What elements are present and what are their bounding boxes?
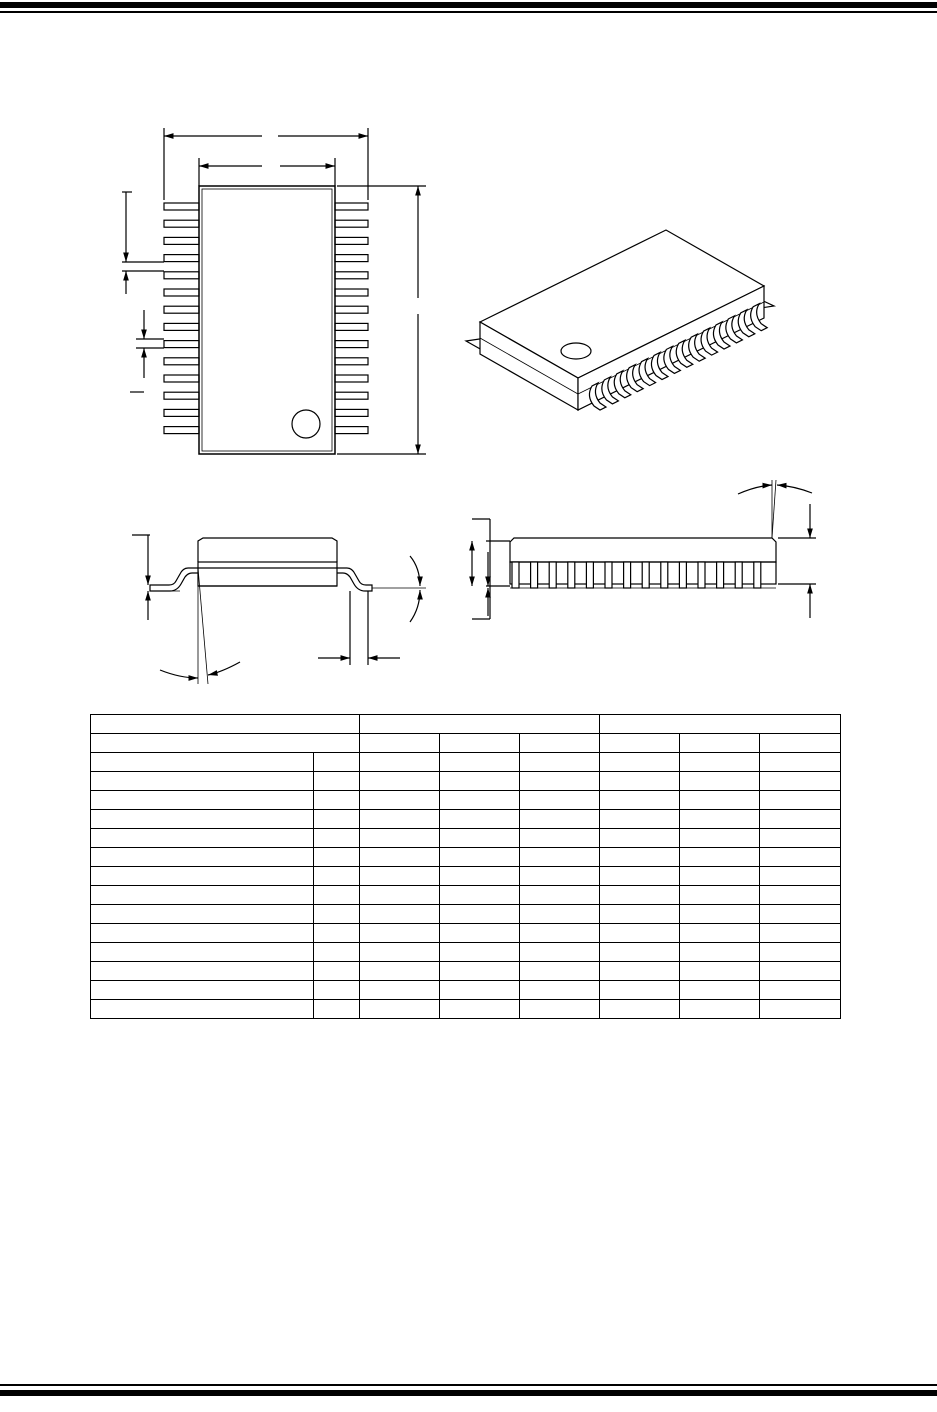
isometric-view xyxy=(466,230,774,410)
table-cell xyxy=(600,981,680,1000)
lead xyxy=(642,562,649,588)
table-cell xyxy=(600,848,680,867)
table-cell xyxy=(680,829,760,848)
table-row xyxy=(91,753,841,772)
table-cell xyxy=(520,753,600,772)
table-cell xyxy=(520,791,600,810)
table-cell xyxy=(680,924,760,943)
package-drawing xyxy=(0,0,937,700)
table-cell xyxy=(680,1000,760,1019)
top-view-body xyxy=(199,186,335,454)
table-cell xyxy=(760,791,841,810)
lead xyxy=(605,562,612,588)
draft-angle-arc xyxy=(160,670,198,678)
table-cell xyxy=(760,981,841,1000)
table-cell xyxy=(600,886,680,905)
dimension-table xyxy=(90,714,841,1019)
lead xyxy=(335,323,368,330)
footer-rule-thick xyxy=(0,1390,937,1396)
table-cell xyxy=(360,981,440,1000)
lead xyxy=(335,409,368,416)
table-cell xyxy=(360,1000,440,1019)
table-cell xyxy=(91,848,314,867)
lead xyxy=(335,306,368,313)
table-cell xyxy=(760,772,841,791)
lead xyxy=(164,409,199,416)
table-cell xyxy=(440,924,520,943)
table-cell xyxy=(360,924,440,943)
lead xyxy=(335,289,368,296)
table-cell xyxy=(680,981,760,1000)
lead xyxy=(531,562,538,588)
table-cell xyxy=(91,753,314,772)
table-row xyxy=(91,905,841,924)
table-cell xyxy=(440,886,520,905)
table-cell xyxy=(680,791,760,810)
table-cell xyxy=(520,829,600,848)
table-cell xyxy=(520,981,600,1000)
table-cell xyxy=(760,829,841,848)
lead xyxy=(568,562,575,588)
lead xyxy=(335,358,368,365)
table-row xyxy=(91,829,841,848)
table-cell xyxy=(440,867,520,886)
table-cell xyxy=(760,753,841,772)
lead xyxy=(661,562,668,588)
table-cell xyxy=(360,905,440,924)
lead xyxy=(164,341,199,348)
table-cell xyxy=(360,829,440,848)
table-cell xyxy=(314,848,360,867)
table-cell xyxy=(314,810,360,829)
table-header-limits-row xyxy=(91,734,841,753)
table-header-cell xyxy=(600,715,841,734)
table-cell xyxy=(440,1000,520,1019)
table-cell xyxy=(314,886,360,905)
table-cell xyxy=(440,962,520,981)
table-cell xyxy=(314,753,360,772)
lead xyxy=(735,562,742,588)
table-cell xyxy=(520,905,600,924)
table-cell xyxy=(520,1000,600,1019)
end-view-body xyxy=(510,538,776,562)
table-header-cell xyxy=(760,734,841,753)
lead xyxy=(335,392,368,399)
lead xyxy=(335,255,368,262)
table-cell xyxy=(91,867,314,886)
table-header-cell xyxy=(520,734,600,753)
table-cell xyxy=(360,962,440,981)
lead xyxy=(586,562,593,588)
table-header-cell xyxy=(91,734,360,753)
table-cell xyxy=(600,829,680,848)
table-cell xyxy=(680,867,760,886)
table-header-cell xyxy=(360,715,600,734)
table-cell xyxy=(760,924,841,943)
table-cell xyxy=(600,810,680,829)
table-cell xyxy=(440,905,520,924)
table-row xyxy=(91,810,841,829)
table-cell xyxy=(520,924,600,943)
lead xyxy=(164,255,199,262)
lead xyxy=(698,562,705,588)
lead xyxy=(164,427,199,434)
table-row xyxy=(91,791,841,810)
table-header-cell xyxy=(680,734,760,753)
table-cell xyxy=(360,943,440,962)
table-cell xyxy=(680,886,760,905)
lead xyxy=(717,562,724,588)
table-cell xyxy=(314,772,360,791)
table-cell xyxy=(91,810,314,829)
lead xyxy=(624,562,631,588)
end-draft-angle-arc xyxy=(738,485,772,494)
table-row xyxy=(91,1000,841,1019)
table-cell xyxy=(600,791,680,810)
table-cell xyxy=(91,924,314,943)
table-cell xyxy=(91,962,314,981)
table-cell xyxy=(440,810,520,829)
lead xyxy=(164,237,199,244)
table-row xyxy=(91,943,841,962)
table-cell xyxy=(760,886,841,905)
table-cell xyxy=(91,905,314,924)
right-pin-row xyxy=(335,203,368,434)
table-cell xyxy=(600,753,680,772)
table-cell xyxy=(360,886,440,905)
lead xyxy=(335,341,368,348)
table-cell xyxy=(314,924,360,943)
lead xyxy=(335,237,368,244)
footer-rule-thin xyxy=(0,1384,937,1386)
table-cell xyxy=(680,943,760,962)
table-cell xyxy=(760,848,841,867)
lead xyxy=(164,392,199,399)
table-header-cell xyxy=(360,734,440,753)
table-cell xyxy=(600,772,680,791)
table-row xyxy=(91,848,841,867)
table-cell xyxy=(314,1000,360,1019)
table-cell xyxy=(680,810,760,829)
table-cell xyxy=(760,1000,841,1019)
table-cell xyxy=(680,772,760,791)
table-cell xyxy=(360,848,440,867)
lead xyxy=(335,220,368,227)
lead xyxy=(512,562,519,588)
table-cell xyxy=(360,791,440,810)
table-cell xyxy=(91,772,314,791)
table-cell xyxy=(91,981,314,1000)
table-cell xyxy=(520,810,600,829)
table-cell xyxy=(760,905,841,924)
table-cell xyxy=(600,962,680,981)
iso-pin1-marker xyxy=(561,343,591,359)
table-header-units-row xyxy=(91,715,841,734)
table-cell xyxy=(91,1000,314,1019)
table-cell xyxy=(91,829,314,848)
table-cell xyxy=(360,867,440,886)
table-cell xyxy=(314,981,360,1000)
table-cell xyxy=(600,943,680,962)
table-cell xyxy=(600,1000,680,1019)
table-cell xyxy=(600,867,680,886)
lead xyxy=(164,306,199,313)
table-cell xyxy=(680,905,760,924)
table-cell xyxy=(600,924,680,943)
table-cell xyxy=(520,962,600,981)
table-cell xyxy=(760,867,841,886)
table-cell xyxy=(680,848,760,867)
lead xyxy=(335,427,368,434)
table-cell xyxy=(91,886,314,905)
top-view xyxy=(122,128,426,454)
table-cell xyxy=(600,905,680,924)
lead xyxy=(679,562,686,588)
table-cell xyxy=(440,772,520,791)
right-gull-lead xyxy=(337,568,372,591)
lead xyxy=(164,289,199,296)
lead xyxy=(164,203,199,210)
table-cell xyxy=(520,867,600,886)
table-header-cell xyxy=(440,734,520,753)
table-cell xyxy=(440,981,520,1000)
table-cell xyxy=(360,810,440,829)
foot-angle-arc xyxy=(410,556,420,586)
end-view xyxy=(472,480,816,619)
table-cell xyxy=(440,791,520,810)
lead xyxy=(164,375,199,382)
side-view xyxy=(132,535,426,684)
table-cell xyxy=(91,943,314,962)
table-cell xyxy=(314,962,360,981)
table-cell xyxy=(680,962,760,981)
table-row xyxy=(91,962,841,981)
table-header-cell xyxy=(600,734,680,753)
table-row xyxy=(91,867,841,886)
table-cell xyxy=(440,829,520,848)
table-row xyxy=(91,772,841,791)
table-cell xyxy=(760,810,841,829)
lead xyxy=(335,203,368,210)
table-cell xyxy=(440,848,520,867)
table-cell xyxy=(440,753,520,772)
table-cell xyxy=(440,943,520,962)
table-cell xyxy=(520,772,600,791)
table-row xyxy=(91,886,841,905)
table-row xyxy=(91,924,841,943)
left-pin-row xyxy=(164,203,199,434)
table-cell xyxy=(314,943,360,962)
table-header-cell xyxy=(91,715,360,734)
lead xyxy=(549,562,556,588)
side-view-body xyxy=(198,538,337,562)
table-cell xyxy=(360,772,440,791)
table-cell xyxy=(520,943,600,962)
table-cell xyxy=(314,829,360,848)
lead xyxy=(164,220,199,227)
table-cell xyxy=(314,791,360,810)
table-cell xyxy=(760,943,841,962)
lead xyxy=(164,272,199,279)
table-cell xyxy=(520,848,600,867)
table-cell xyxy=(91,791,314,810)
table-cell xyxy=(314,867,360,886)
left-gull-lead xyxy=(150,568,198,591)
table-row xyxy=(91,981,841,1000)
table-cell xyxy=(760,962,841,981)
table-cell xyxy=(680,753,760,772)
lead xyxy=(164,323,199,330)
lead xyxy=(335,272,368,279)
lead xyxy=(754,562,761,588)
lead xyxy=(164,358,199,365)
table-cell xyxy=(314,905,360,924)
lead xyxy=(335,375,368,382)
table-cell xyxy=(520,886,600,905)
pin1-marker xyxy=(292,410,320,438)
table-cell xyxy=(360,753,440,772)
